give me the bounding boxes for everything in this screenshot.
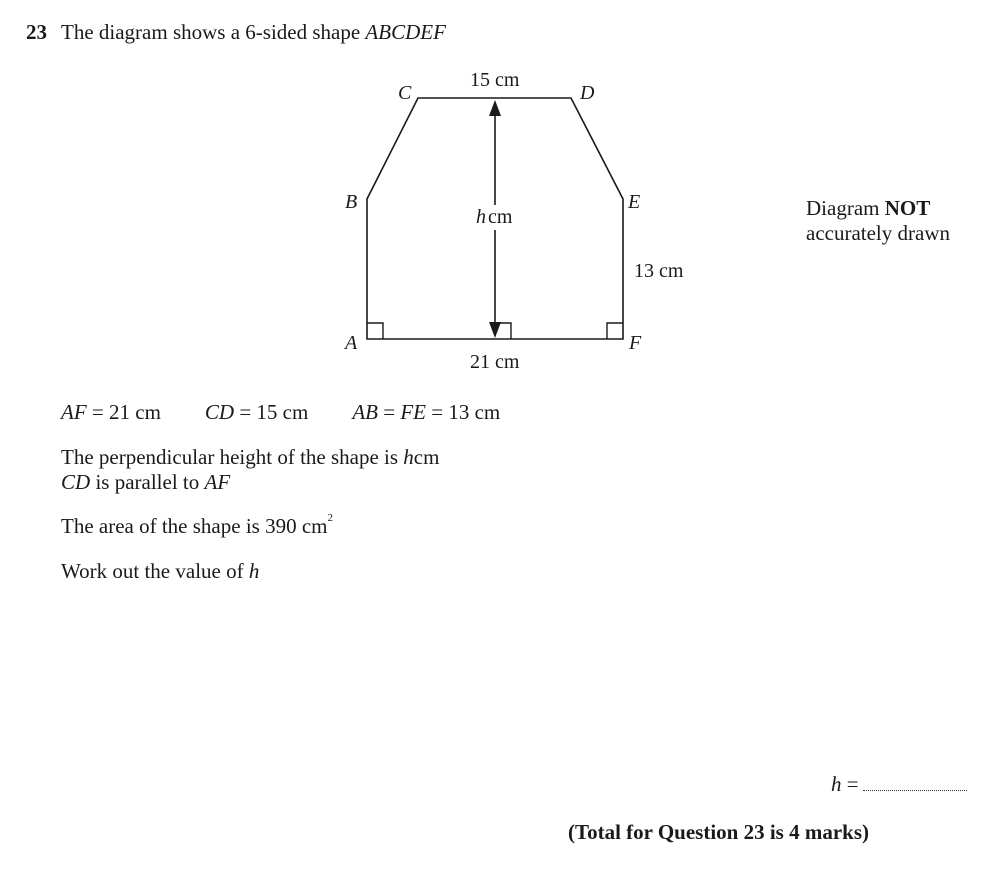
vertex-c: C [398,82,412,104]
height-statement-unit: cm [413,445,440,469]
label-af-length: 21 cm [470,351,520,373]
answer-input[interactable] [863,776,967,791]
question-number: 23 [26,20,47,44]
answer-line [831,772,967,797]
diagram-note [806,196,950,246]
af-value: = 21 cm [86,400,161,424]
parallel-statement [61,470,230,495]
label-fe-length: 13 cm [634,260,684,282]
arrow-head-down-icon [489,322,501,338]
total-marks: (Total for Question 23 is 4 marks) [568,820,870,844]
vertex-d: D [580,82,595,104]
ab-label: AB [352,400,378,424]
label-cd-length: 15 cm [470,69,520,91]
parallel-cd: CD [61,470,91,494]
parallel-text: is parallel to [90,470,205,494]
fe-label: FE [400,400,426,424]
workout-statement [61,559,259,584]
diagram-note-line1 [806,196,950,221]
cd-label: CD [204,400,235,424]
vertex-e: E [628,191,641,213]
cd-value: = 15 cm [234,400,309,424]
area-superscript: 2 [327,512,333,524]
workout-var: h [248,559,260,583]
question-title-text: The diagram shows a 6-sided shape [61,20,366,44]
af-label: AF [61,400,87,424]
area-text: The area of the shape is 390 cm [61,514,328,538]
height-statement [61,445,439,470]
diagram-note-bold: NOT [884,196,931,220]
vertex-f: F [629,332,642,354]
right-angle-f [607,323,623,339]
diagram-note-line2: accurately drawn [806,221,950,245]
ab-equals: = [378,400,401,424]
vertex-a: A [345,332,358,354]
label-height-unit: cm [488,206,513,228]
given-lengths [61,400,500,425]
right-angle-a [367,323,383,339]
area-statement [61,514,333,539]
arrow-head-up-icon [489,100,501,116]
answer-var: h [831,772,842,796]
answer-equals: = [841,772,859,796]
label-height-var: h [476,206,486,228]
question-shape-name: ABCDEF [365,20,446,44]
diagram-note-prefix: Diagram [806,196,885,220]
height-statement-text: The perpendicular height of the shape is [61,445,404,469]
vertex-b: B [345,191,358,213]
label-height [476,206,513,228]
height-statement-var: h [403,445,414,469]
parallel-af: AF [204,470,231,494]
workout-text: Work out the value of [61,559,249,583]
ab-fe-value: = 13 cm [426,400,501,424]
